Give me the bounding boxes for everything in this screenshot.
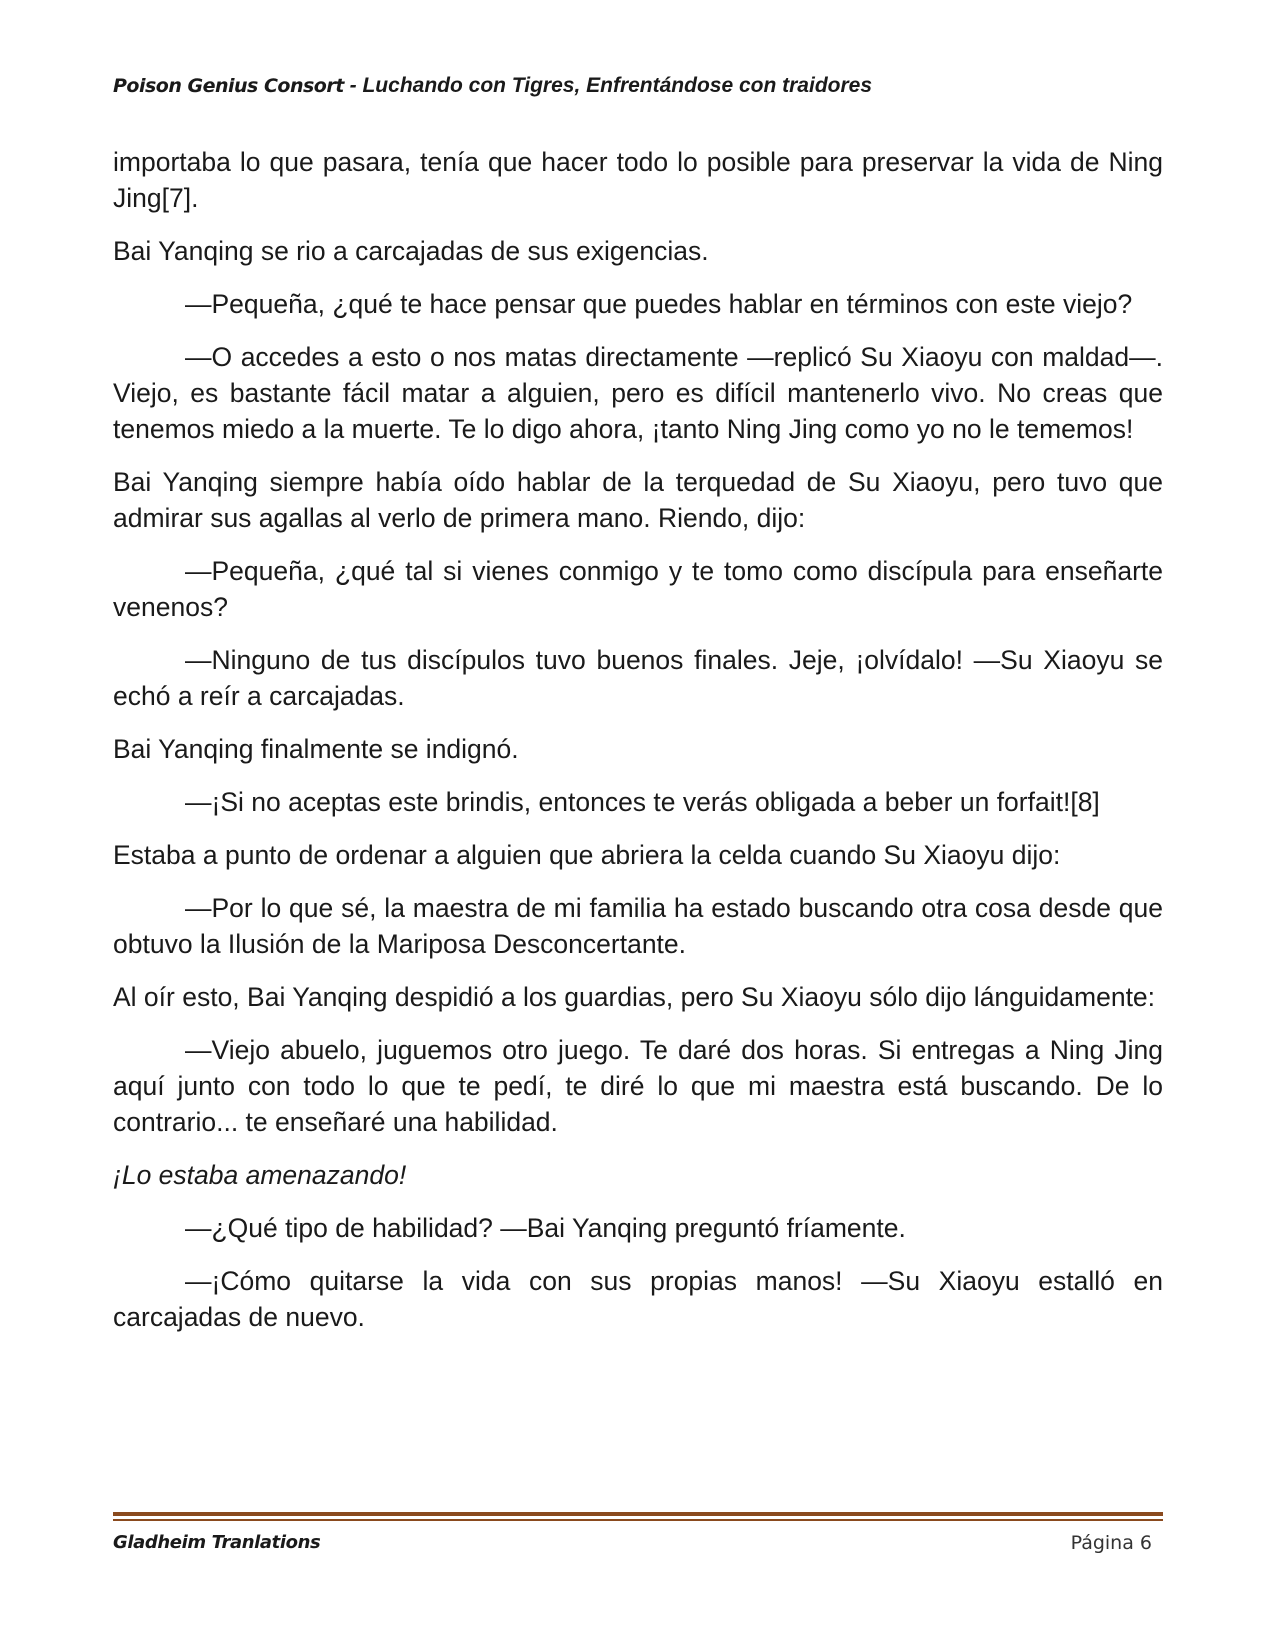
page-header [113, 74, 1173, 98]
footer-page-number: Página 6 [1070, 1532, 1152, 1554]
paragraph-10: Estaba a punto de ordenar a alguien que abriera la celda cuando Su Xiaoyu dijo: [113, 840, 1061, 870]
footer-publisher: Gladheim Tranlations [113, 1532, 321, 1553]
footer-rule-thick [113, 1512, 1163, 1516]
footer-rule-thin [113, 1519, 1163, 1521]
paragraph-8: Bai Yanqing finalmente se indignó. [113, 734, 519, 764]
paragraph-14: ¡Lo estaba amenazando! [113, 1160, 407, 1190]
paragraph-4: —O accedes a esto o nos matas directamente —replicó Su Xiaoyu con maldad—. Viejo, es bastante fácil matar a alguien, pero es difícil mantenerlo vivo. No creas que tenemos miedo a la muerte. Te lo digo ahora, ¡tanto Ning Jing como yo no le tememos! [113, 342, 1163, 444]
paragraph-12: Al oír esto, Bai Yanqing despidió a los guardias, pero Su Xiaoyu sólo dijo lánguidamente: [113, 982, 1156, 1012]
header-chapter-title: Luchando con Tigres, Enfrentándose con traidores [362, 74, 873, 97]
paragraph-6: —Pequeña, ¿qué tal si vienes conmigo y te tomo como discípula para enseñarte venenos? [113, 556, 1163, 622]
paragraph-5: Bai Yanqing siempre había oído hablar de la terquedad de Su Xiaoyu, pero tuvo que admirar sus agallas al verlo de primera mano. Riendo, dijo: [113, 467, 1163, 533]
paragraph-11: —Por lo que sé, la maestra de mi familia ha estado buscando otra cosa desde que obtuvo la Ilusión de la Mariposa Desconcertante. [113, 893, 1163, 959]
paragraph-16: —¡Cómo quitarse la vida con sus propias manos! —Su Xiaoyu estalló en carcajadas de nuevo. [113, 1266, 1163, 1332]
header-book-title: Poison Genius Consort [113, 75, 344, 97]
paragraph-1: importaba lo que pasara, tenía que hacer todo lo posible para preservar la vida de Ning Jing[7]. [113, 147, 1163, 213]
paragraph-9: —¡Si no aceptas este brindis, entonces te verás obligada a beber un forfait![8] [185, 787, 1100, 817]
paragraph-2: Bai Yanqing se rio a carcajadas de sus exigencias. [113, 236, 709, 266]
paragraph-7: —Ninguno de tus discípulos tuvo buenos finales. Jeje, ¡olvídalo! —Su Xiaoyu se echó a reír a carcajadas. [113, 645, 1163, 711]
page-body [113, 144, 1163, 1352]
paragraph-3: —Pequeña, ¿qué te hace pensar que puedes hablar en términos con este viejo? [185, 289, 1133, 319]
paragraph-15: —¿Qué tipo de habilidad? —Bai Yanqing preguntó fríamente. [185, 1213, 906, 1243]
paragraph-13: —Viejo abuelo, juguemos otro juego. Te daré dos horas. Si entregas a Ning Jing aquí junto con todo lo que te pedí, te diré lo que mi maestra está buscando. De lo contrario... te enseñaré una habilidad. [113, 1035, 1163, 1137]
header-separator: - [343, 74, 363, 97]
